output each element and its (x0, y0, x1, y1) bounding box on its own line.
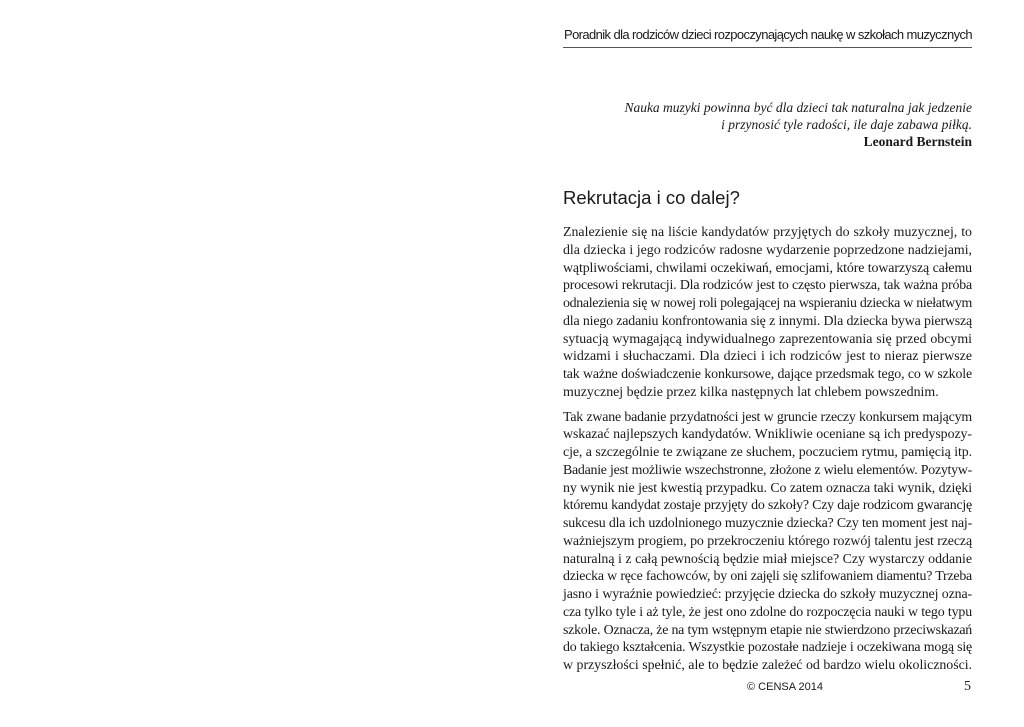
text-line: sytuacją wymagającą indywidualnego zaprezentowania się przed obcymi (563, 331, 972, 347)
text-line: Znalezienie się na liście kandydatów przyjętych do szkoły muzycznej, to (563, 225, 972, 240)
epigraph-quote-line: i przynosić tyle radości, ile daje zabawa piłką. (721, 117, 972, 132)
text-line: dla niego zadaniu konfrontowania się z innymi. Dla dziecka bywa pierwszą (563, 313, 972, 329)
epigraph-quote-line: Nauka muzyki powinna być dla dzieci tak naturalna jak jedzenie (624, 100, 972, 115)
text-line: szkole. Oznacza, że na tym wstępnym etapie nie stwierdzono przeciwskazań (563, 622, 972, 638)
text-line: do takiego kształcenia. Wszystkie pozostałe nadzieje i oczekiwana mogą się (563, 640, 972, 656)
text-line: cza tylko tyle i aż tyle, że jest ono zdolne do rozpoczęcia nauki w tego typu (563, 604, 972, 620)
text-line: ważniejszym progiem, po przekroczeniu którego rozwój talentu jest rzeczą (563, 533, 972, 549)
text-line: sukcesu dla ich uzdolnionego muzycznie dziecka? Czy ten moment jest naj- (563, 516, 972, 531)
text-line: muzycznej będzie przez kilka następnych lat chlebem powszednim. (563, 384, 939, 400)
text-line: dziecka w ręce fachowców, by oni zajęli się szlifowaniem diamentu? Trzeba (563, 569, 972, 585)
text-line: dla dziecka i jego rodziców radosne wydarzenie poprzedzone nadziejami, (563, 242, 972, 258)
running-header: Poradnik dla rodziców dzieci rozpoczynających naukę w szkołach muzycznych (564, 27, 972, 42)
text-line: jasno i wyraźnie powiedzieć: przyjęcie dziecka do szkoły muzycznej ozna- (563, 587, 972, 602)
text-line: naturalną i z całą pewnością będzie miał miejsce? Czy wystarczy oddanie (563, 551, 972, 567)
text-line: Tak zwane badanie przydatności jest w gruncie rzeczy konkursem mającym (563, 409, 972, 425)
epigraph-author: Leonard Bernstein (863, 134, 972, 149)
page-number: 5 (964, 679, 971, 694)
text-line: cje, a szczególnie te związane ze słuchem, poczuciem rytmu, pamięcią itp. (563, 445, 972, 460)
chapter-title: Rekrutacja i co dalej? (563, 187, 740, 208)
text-line: tak ważne doświadczenie konkursowe, dające przedsmak tego, co w szkole (563, 367, 972, 382)
text-line: ny wynik nie jest kwestią przypadku. Co zatem oznacza taki wynik, dzięki (563, 480, 972, 496)
epigraph (563, 99, 972, 150)
text-line: Badanie jest możliwie wszechstronne, złożone z wielu elementów. Pozytyw- (563, 462, 972, 478)
footer-copyright: © CENSA 2014 (747, 681, 823, 693)
text-line: wątpliwościami, chwilami oczekiwań, emocjami, które towarzyszą całemu (563, 260, 972, 276)
body-text (563, 224, 972, 675)
header-rule (563, 47, 972, 48)
paragraph (563, 224, 972, 402)
text-line: w przyszłości spełnić, ale to będzie zależeć od bardzo wielu okoliczności. (563, 658, 972, 673)
text-line: wskazać najlepszych kandydatów. Wnikliwie oceniane są ich predyspozy- (563, 427, 972, 443)
text-line: widzami i słuchaczami. Dla dzieci i ich rodziców jest to nieraz pierwsze (563, 349, 972, 365)
text-line: odnalezienia się w nowej roli polegającej na wspieraniu dziecka w niełatwym (563, 296, 972, 311)
paragraph (563, 409, 972, 675)
text-line: któremu kandydat zostaje przyjęty do szkoły? Czy daje rodzicom gwarancję (563, 498, 972, 514)
text-line: procesowi rekrutacji. Dla rodziców jest to często pierwsza, tak ważna próba (563, 278, 972, 294)
